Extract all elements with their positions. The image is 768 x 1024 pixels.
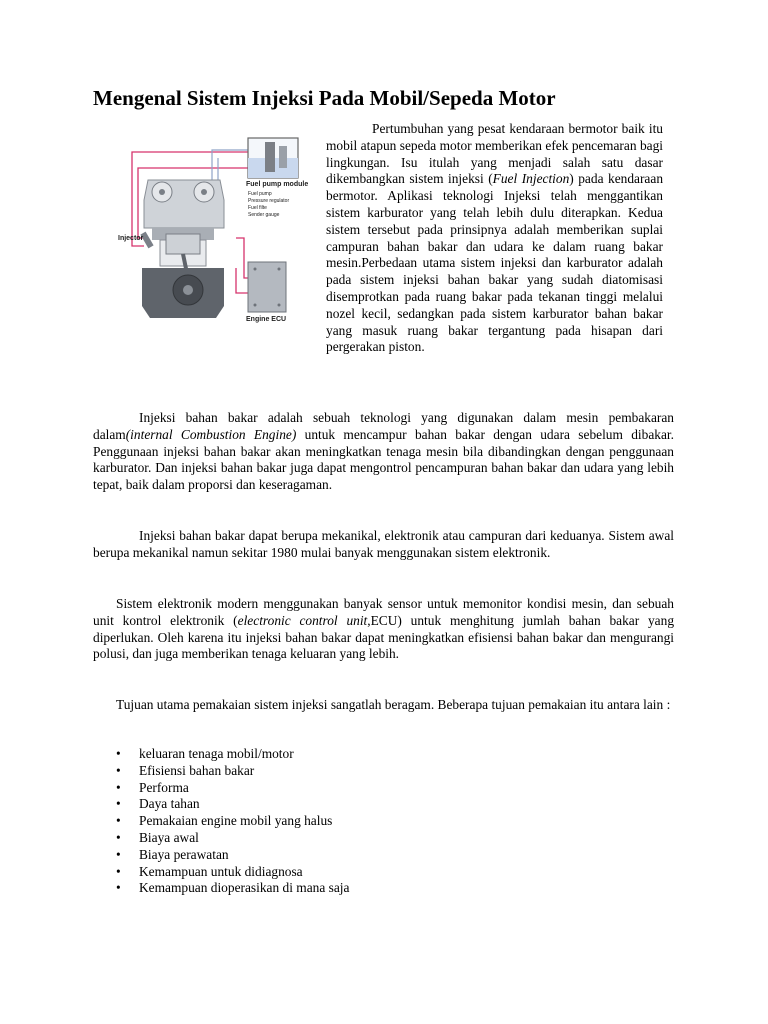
bullet: • <box>116 829 121 845</box>
paragraph-1 <box>93 410 674 494</box>
intro-paragraph <box>326 121 663 356</box>
intro-emphasis: Fuel Injection <box>492 171 570 187</box>
bullet: • <box>116 846 121 862</box>
fuel-pump-module-label: Fuel pump module <box>246 181 309 188</box>
engine-ecu-label: Engine ECU <box>246 316 287 323</box>
pressure-regulator-label: Pressure regulator <box>248 198 290 204</box>
fuel-injection-diagram <box>108 128 320 336</box>
list-item <box>93 830 349 847</box>
bullet: • <box>116 813 121 829</box>
bullet: • <box>116 880 121 896</box>
list-item-text: Biaya perawatan <box>139 846 229 862</box>
paragraph-3-text-b: ,ECU) untuk menghitung jumlah bahan bakar yang diperlukan. Oleh karena itu injeksi bahan bakar dapat meningkatkan efisiensi bahan bakar dan mengurangi polusi, dan juga memberikan tenaga keluaran yang lebih. <box>93 612 675 662</box>
engine-ecu <box>248 262 286 312</box>
list-item-text: Kemampuan dioperasikan di mana saja <box>139 880 350 896</box>
engine-illustration <box>142 180 224 318</box>
bullet: • <box>116 796 121 812</box>
list-item <box>93 780 349 797</box>
list-item <box>93 746 349 763</box>
paragraph-3-emphasis: electronic control unit <box>237 612 368 628</box>
list-item <box>93 880 349 897</box>
list-item-text: Biaya awal <box>139 829 199 845</box>
intro-text-b: ) pada kendaraan bermotor. Aplikasi teknologi Injeksi telah menggantikan sistem karburator yang telah lebih dulu diterapkan. Kedua sistem tersebut pada prinsipnya adalah memberikan suplai campuran bahan bakar dan udara ke dalam ruang bakar mesin.Perbedaan utama sistem injeksi dan karburator adalah pada sistem injeksi bahan bakar yang sudah diatomisasi disemprotkan pada ruang bakar pada tekanan tinggi melalui nozel kecil, sedangkan pada sistem karburator bahan bakar yang masuk ruang bakar tergantung pada hisapan dari pergerakan piston. <box>326 171 664 355</box>
list-item-text: keluaran tenaga mobil/motor <box>139 746 294 761</box>
list-item-text: Efisiensi bahan bakar <box>139 762 255 778</box>
fuel-filter-label: Fuel filte <box>248 205 267 211</box>
fuel-pump-module <box>248 138 298 178</box>
sender-gauge-label: Sender gauge <box>248 212 280 218</box>
document-title: Mengenal Sistem Injeksi Pada Mobil/Sepeda Motor <box>93 86 556 110</box>
fuel-pump-label: Fuel pump <box>248 191 272 197</box>
bullet: • <box>116 863 121 879</box>
paragraph-2: Injeksi bahan bakar dapat berupa mekanikal, elektronik atau campuran dari keduanya. Sistem awal berupa mekanikal namun sekitar 1980 mulai banyak menggunakan sistem elektronik. <box>93 528 674 560</box>
list-item <box>93 763 349 780</box>
bullet: • <box>116 746 121 761</box>
list-item <box>93 864 349 881</box>
list-item <box>93 813 349 830</box>
paragraph-1-text-b: untuk mencampur bahan bakar dengan udara sebelum dibakar. Penggunaan injeksi bahan bakar akan meningkatkan tenaga mesin bila dibandingkan dengan penggunaan karburator. Dan injeksi bahan bakar juga dapat mengontrol pencampuran bahan bakar dan udara yang lebih tepat, baik dalam proporsi dan keseragaman. <box>93 426 674 493</box>
intro-text-a: Pertumbuhan yang pesat kendaraan bermotor baik itu mobil atapun sepeda motor memberikan efek pencemaran bagi lingkungan. Isu itulah yang menjadi salah satu dasar dikembangkan sistem injeksi ( <box>326 121 663 187</box>
paragraph-1-emphasis: (internal Combustion Engine) <box>125 426 297 442</box>
list-item <box>93 796 349 813</box>
list-item-text: Pemakaian engine mobil yang halus <box>139 813 333 829</box>
paragraph-3-text-a: Sistem elektronik modern menggunakan banyak sensor untuk memonitor kondisi mesin, dan sebuah unit kontrol elektronik ( <box>93 596 674 628</box>
injector-label: Injector <box>118 235 144 242</box>
bullet: • <box>116 762 121 778</box>
bullet: • <box>116 779 121 795</box>
list-item-text: Performa <box>139 779 189 795</box>
list-item-text: Kemampuan untuk didiagnosa <box>139 863 303 879</box>
purpose-list <box>93 746 349 897</box>
wiring-lines <box>212 150 248 183</box>
paragraph-1-text-a: Injeksi bahan bakar adalah sebuah teknologi yang digunakan dalam mesin pembakaran dalam <box>93 410 674 442</box>
list-item <box>93 847 349 864</box>
paragraph-3 <box>93 596 674 663</box>
list-item-text: Daya tahan <box>139 796 200 812</box>
paragraph-4: Tujuan utama pemakaian sistem injeksi sangatlah beragam. Beberapa tujuan pemakaian itu antara lain : <box>116 697 671 712</box>
